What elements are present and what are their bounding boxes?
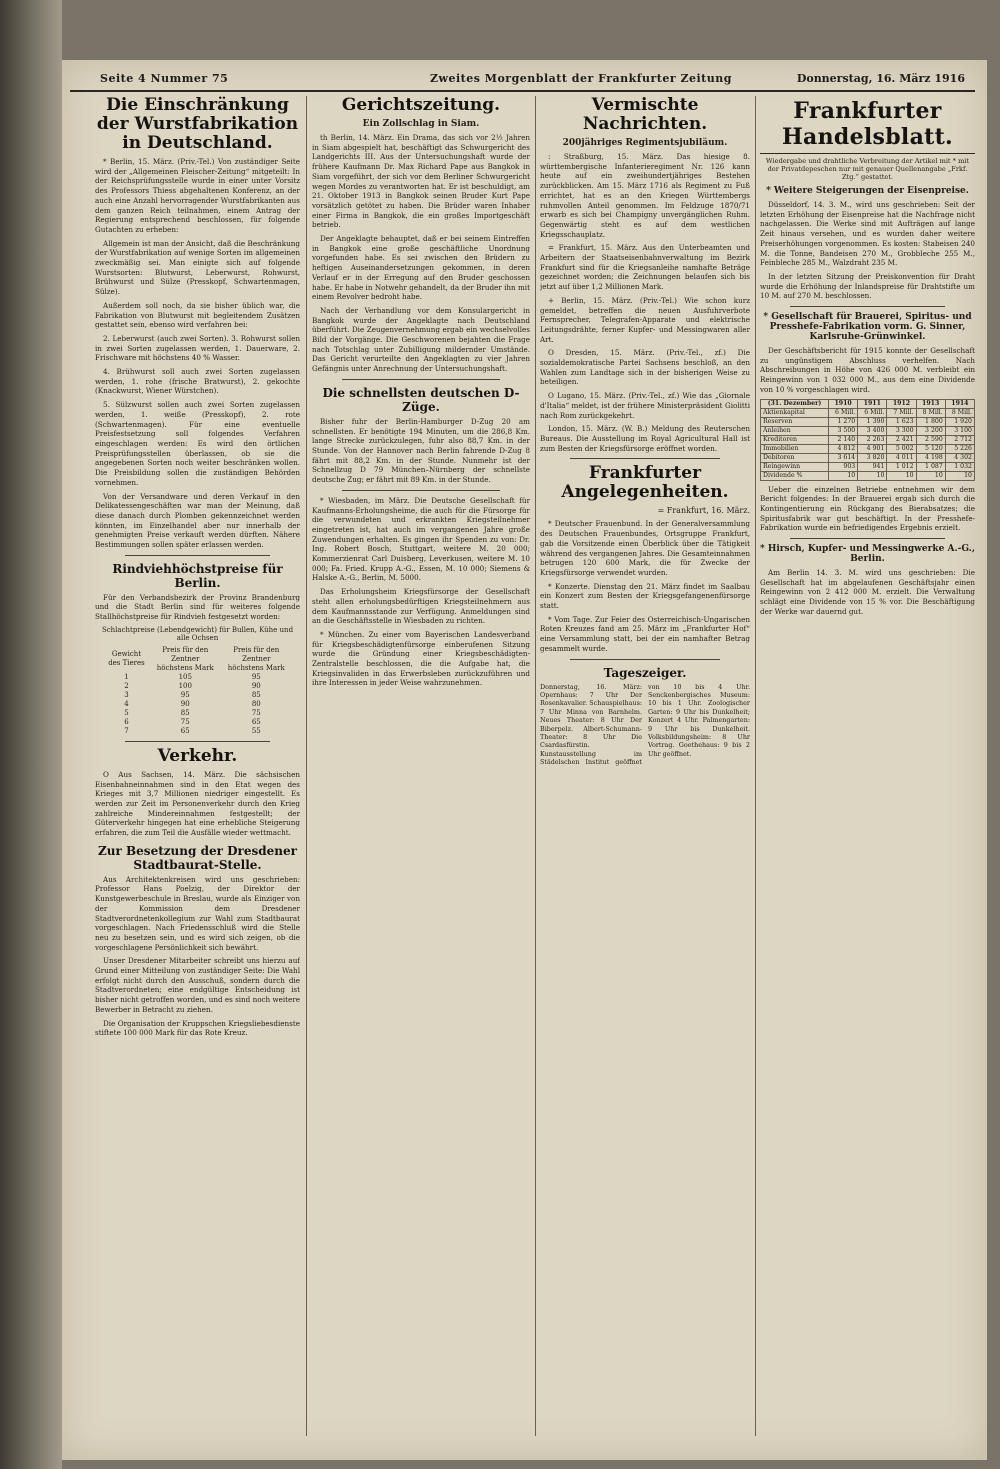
table-cell: 3 100 [945, 426, 974, 435]
section-masthead: Frankfurter Handelsblatt. [760, 98, 975, 154]
table-cell: 65 [251, 717, 261, 726]
article-paragraph: Nach der Verhandlung vor dem Konsulargericht in Bangkok wurde der Angeklagte nach Deutschland überführt. Die Zeugenvernehmung ergab ein wechselvolles Bild der Vorgänge. Die Geschworenen bejahten die Frage nach Totschlag unter Zubilligung mildernder Umstände. Das Gericht verurteilte den Angeklagten zu vier Jahren Gefängnis unter Anrechnung der Untersuchungshaft. [312, 305, 530, 374]
table-cell: 2 712 [945, 435, 974, 444]
table-row [761, 426, 975, 435]
section-headline: Verkehr. [157, 745, 238, 766]
column-3 [540, 96, 750, 1446]
table-header: (31. Dezember) [761, 399, 829, 408]
article-headline: * Gesellschaft für Brauerei, Spiritus- und Presshefe-Fabrikation vorm. G. Sinner, Karlsruhe-Grünwinkel. [763, 312, 972, 343]
divider [570, 458, 720, 459]
section-headline: Gerichtszeitung. [341, 96, 501, 115]
table-header: 1914 [945, 399, 974, 408]
dateline: = Frankfurt, 16. März. [657, 506, 750, 516]
price-table [103, 646, 292, 736]
table-cell: 1 [124, 672, 129, 681]
table-header: 1910 [829, 399, 858, 408]
article-paragraph: Unser Dresdener Mitarbeiter schreibt uns hierzu auf Grund einer Mitteilung von zuständiger Seite: Die Wahl erfolgt nicht durch den Ausschuß, sondern durch die Stadtverordneten; eine endgültige Entscheidung ist bisher nicht getroffen worden, und es sind noch weitere Bewerber in Betracht zu ziehen. [95, 956, 300, 1014]
table-cell: 3 500 [829, 426, 858, 435]
article-paragraph: Allgemein ist man der Ansicht, daß die Beschränkung der Wurstfabrikation auf wenige Sorten im allgemeinen zweckmäßig sei. Man einigte sich auf folgende Wurstsorten: Blutwurst, Leberwurst, Rohwurst, Brühwurst und Sülze (Presskopf, Schwartenmagen, Sülze). [95, 238, 300, 297]
section-headline: Vermischte Nachrichten. [582, 96, 708, 134]
article-paragraph: 2. Leberwurst (auch zwei Sorten). 3. Rohwurst sollen in zwei Sorten zugelassen werden, 1. Dauerware, 2. Frischware mit höchstens 40 % Wasser. [95, 333, 300, 363]
table-row [761, 453, 975, 462]
article-headline: Tageszeiger. [603, 665, 687, 680]
divider [790, 538, 945, 539]
table-cell: 1 087 [916, 462, 945, 471]
table-cell: 5 226 [945, 444, 974, 453]
article-paragraph: * Vom Tage. Zur Feier des Osterreichisch-Ungarischen Roten Kreuzes fand am 25. März im „Frankfurter Hof“ eine Versammlung statt, bei der ein namhafter Betrag gesammelt wurde. [540, 614, 750, 653]
table-cell: 6 Mill. [829, 408, 858, 417]
table-cell: 1 800 [916, 417, 945, 426]
divider [790, 306, 945, 307]
divider [125, 555, 270, 556]
reprint-notice: Wiedergabe und drahtliche Verbreitung der Artikel mit * mit der Privatdepeschen nur mit genauer Quellenangabe „Frkf. Ztg.“ gestattet. [765, 157, 970, 181]
table-cell: Debitoren [761, 453, 829, 462]
table-cell: 65 [180, 726, 190, 735]
table-header: Preis für den Zentner höchstens Mark [156, 645, 214, 672]
table-cell: Immobilien [761, 444, 829, 453]
article-paragraph: Das Erholungsheim Kriegsfürsorge der Gesellschaft steht allen erholungsbedürftigen Kriegsteilnehmern aus dem Kaufmannsstande zur Verfügung. Anmeldungen sind an die Geschäftsstelle in Wiesbaden zu richten. [312, 587, 530, 626]
table-cell: 5 [124, 708, 129, 717]
table-header: 1912 [887, 399, 916, 408]
issue-date: Donnerstag, 16. März 1916 [796, 72, 965, 85]
table-row [103, 709, 292, 718]
article-paragraph: * Deutscher Frauenbund. In der Generalversammlung des Deutschen Frauenbundes, Ortsgruppe Frankfurt, gab die Vorsitzende einen Überblick über die Tätigkeit während des vergangenen Jahres. Die Gesamteinnahmen betrugen 120 600 Mark, die für Zwecke der Kriegsfürsorge verwendet wurden. [540, 519, 750, 577]
table-cell: 3 400 [858, 426, 887, 435]
table-cell: 903 [829, 462, 858, 471]
table-cell: 95 [180, 690, 190, 699]
divider [125, 741, 270, 742]
table-caption: Schlachtpreise (Lebendgewicht) für Bullen, Kühe und alle Ochsen [101, 625, 294, 642]
table-cell: 4 901 [858, 444, 887, 453]
article-headline: * Hirsch, Kupfer- und Messingwerke A.-G., Berlin. [760, 544, 975, 565]
table-cell: 7 Mill. [887, 408, 916, 417]
article-subheadline: 200jähriges Regimentsjubiläum. [562, 138, 728, 148]
article-paragraph: Der Geschäftsbericht für 1915 konnte der Gesellschaft zu ungünstigem Abschluss verhelfen. Nach Abschreibungen in Höhe von 426 000 M. verbleibt ein Reingewinn von 1 032 000 M., aus dem eine Dividende von 10 % vorgeschlagen wird. [760, 346, 975, 394]
table-cell: Reingewinn [761, 462, 829, 471]
divider [342, 379, 500, 380]
table-cell: 6 [124, 717, 129, 726]
table-cell: 2 [124, 681, 129, 690]
table-cell: 2 421 [887, 435, 916, 444]
section-headline: Frankfurter Angelegenheiten. [561, 463, 729, 503]
table-cell: 100 [178, 681, 192, 690]
table-cell: 2 263 [858, 435, 887, 444]
table-cell: 1 623 [887, 417, 916, 426]
table-row [761, 471, 975, 480]
article-subheadline: Ein Zollschlag in Siam. [362, 119, 480, 129]
article-paragraph: O Aus Sachsen, 14. März. Die sächsischen Eisenbahneinnahmen sind in den Etat wegen des Krieges mit 3,7 Millionen niedriger eingestellt. Es werden zur Zeit im Personenverkehr durch den Krieg zahlreiche Mindereinnahmen festgestellt; der Güterverkehr hingegen hat eine erhebliche Steigerung erfahren, die zum Teil die Ausfälle wieder wettmacht. [95, 769, 300, 838]
table-header: 1911 [858, 399, 887, 408]
table-header-row [761, 399, 975, 408]
column-rule [755, 96, 756, 1436]
table-cell: 10 [945, 471, 974, 480]
table-cell: 2 590 [916, 435, 945, 444]
table-cell: 10 [858, 471, 887, 480]
table-row [761, 417, 975, 426]
table-cell: 8 Mill. [945, 408, 974, 417]
article-paragraph: = Frankfurt, 15. März. Aus den Unterbeamten und Arbeitern der Staatseisenbahnverwaltung im Bezirk Frankfurt sind für die Kriegsanleihe namhafte Beträge gezeichnet worden; die Zeichnungen belaufen sich bis jetzt auf über 1,2 Millionen Mark. [540, 243, 750, 292]
table-cell: Dividende % [761, 471, 829, 480]
article-paragraph: O Lugano, 15. März. (Priv.-Tel., zf.) Wie das „Giornale d'Italia“ meldet, ist der frühere Ministerpräsident Giolitti nach Rom zurückgekehrt. [540, 391, 750, 420]
table-cell: 3 [124, 690, 129, 699]
table-row [761, 444, 975, 453]
masthead [70, 68, 975, 92]
article-paragraph: London, 15. März. (W. B.) Meldung des Reuterschen Bureaus. Die Ausstellung im Royal Agricultural Hall ist zum Besten der Kriegsfürsorge eröffnet worden. [540, 424, 750, 453]
newspaper-title: Zweites Morgenblatt der Frankfurter Zeitung [430, 72, 732, 85]
article-headline: * Weitere Steigerungen der Eisenpreise. [766, 186, 969, 196]
column-rule [535, 96, 536, 1436]
article-headline: Die Einschränkung der Wurstfabrikation in Deutschland. [96, 96, 299, 153]
table-cell: 3 820 [858, 453, 887, 462]
table-cell: 75 [251, 708, 261, 717]
table-cell: 4 302 [945, 453, 974, 462]
table-cell: 4 812 [829, 444, 858, 453]
table-cell: 4 [124, 699, 129, 708]
table-cell: 7 [124, 726, 129, 735]
event-listings: Donnerstag, 16. März: Opernhaus: 7 Uhr Der Rosenkavalier. Schauspielhaus: 7 Uhr Minna von Barnhelm. Neues Theater: 8 Uhr Der Biberpelz. Albert-Schumann-Theater: 8 Uhr Die Csardasfürstin. Kunstausstellung im Städelschen Institut geöffnet von 10 bis 4 Uhr. Senckenbergisches Museum: 10 bis 1 Uhr. Zoologischer Garten: 9 Uhr bis Dunkelheit; Konzert 4 Uhr. Palmengarten: 9 Uhr bis Dunkelheit. Volksbildungsheim: 8 Uhr Vortrag. Goethehaus: 9 bis 2 Uhr geöffnet. [540, 682, 750, 767]
table-row [103, 673, 292, 682]
article-paragraph: 4. Brühwurst soll auch zwei Sorten zugelassen werden, 1. rohe (frische Bratwurst), 2. gekochte (Knackwurst, Wiener Würstchen). [95, 367, 300, 396]
column-rule [306, 96, 307, 1436]
book-binding-spine [0, 0, 62, 1469]
article-paragraph: * Berlin, 15. März. (Priv.-Tel.) Von zuständiger Seite wird der „Allgemeinen Fleischer-Zeitung“ mitgeteilt: In der Reichsprüfungsstelle wurde in einer unter Vorsitz des Professors Thiess abgehaltenen Konferenz, an der auch eine Anzahl hervorragender Wurstfabrikanten aus dem ganzen Reich teilnahmen, einem Antrag der Regierung entsprechend beschlossen, für folgende Gutachten zu erheben: [95, 157, 300, 234]
table-cell: 5 002 [887, 444, 916, 453]
balance-table [760, 399, 975, 481]
table-cell: 90 [180, 699, 190, 708]
article-headline: Die schnellsten deutschen D-Züge. [322, 385, 520, 414]
article-paragraph: Aus Architektenkreisen wird uns geschrieben: Professor Hans Poelzig, der Direktor der Kunstgewerbeschule in Breslau, wurde als Einziger von der Kommission dem Dresdener Stadtverordnetenkollegium zur Wahl zum Stadtbaurat vorgeschlagen. Nach Friedensschluß wird die Stelle neu zu besetzen sein, und es wird sich zeigen, ob die vorgeschlagene Persönlichkeit sich bewährt. [95, 874, 300, 952]
divider [342, 490, 500, 491]
table-cell: 80 [251, 699, 261, 708]
table-cell: 2 140 [829, 435, 858, 444]
table-cell: Kreditoren [761, 435, 829, 444]
column-4 [760, 96, 975, 1446]
divider [570, 659, 720, 660]
table-cell: 85 [180, 708, 190, 717]
table-header: Gewicht des Tieres [108, 650, 145, 668]
table-cell: 75 [180, 717, 190, 726]
table-cell: 95 [251, 672, 261, 681]
article-paragraph: 5. Sülzwurst sollen auch zwei Sorten zugelassen werden, 1. weiße (Presskopf), 2. rote (Schwartenmagen). Für eine eventuelle Preisfestsetzung soll folgendes Verfahren eingeschlagen werden: Es wird den örtlichen Preisprüfungsstellen überlassen, ob sie die angegebenen Sorten noch weiter beschränken wollen. Die Preisbildung sollen die zuständigen Behörden vornehmen. [95, 400, 300, 487]
article-headline: Rindviehhöchstpreise für Berlin. [112, 561, 283, 590]
table-cell: 10 [829, 471, 858, 480]
table-cell: 90 [251, 681, 261, 690]
table-cell: 1 920 [945, 417, 974, 426]
article-paragraph: Bisher fuhr der Berlin-Hamburger D-Zug 20 am schnellsten. Er benötigte 194 Minuten, um die 286,8 Km. lange Strecke zurückzulegen, fuhr also 88,7 Km. in der Stunde. Von der Hannover nach Berlin fahrende D-Zug 8 fährt mit 88,2 Km. in der Stunde. Nunmehr ist der Schnellzug D 79 München–Nürnberg der schnellste deutsche Zug; er fährt mit 89 Km. in der Stunde. [312, 416, 530, 485]
table-cell: 1 012 [887, 462, 916, 471]
article-paragraph: Am Berlin 14. 3. M. wird uns geschrieben: Die Gesellschaft hat im abgelaufenen Geschäftsjahr einen Reingewinn von 2 412 000 M. erzielt. Die Verwaltung schlägt eine Dividende von 15 % vor. Die Beschäftigung der Werke war dauernd gut. [760, 568, 975, 616]
table-cell: 4 198 [916, 453, 945, 462]
column-2 [312, 96, 530, 1446]
table-cell: 105 [178, 672, 192, 681]
table-cell: 10 [887, 471, 916, 480]
table-cell: 10 [916, 471, 945, 480]
article-paragraph: Düsseldorf, 14. 3. M., wird uns geschrieben: Seit der letzten Erhöhung der Eisenpreise hat die Nachfrage nicht nachgelassen. Die Werke sind mit Aufträgen auf lange Zeit hinaus versehen, und es wurden daher weitere Preiserhöhungen vorgenommen. Es kosten: Stabeisen 240 M. die Tonne, Bandeisen 270 M., Grobbleche 255 M., Feinbleche 285 M., Walzdraht 235 M. [760, 200, 975, 268]
article-paragraph: Der Angeklagte behauptet, daß er bei seinem Eintreffen in Bangkok eine große geschäftliche Unordnung vorgefunden habe. Es sei zwischen den Brüdern zu heftigen Auseinandersetzungen gekommen, in deren Verlauf er in der Erregung auf den Bruder geschossen habe. Er habe in Notwehr gehandelt, da der Bruder ihn mit einem Revolver bedroht habe. [312, 234, 530, 302]
article-paragraph: : Straßburg, 15. März. Das hiesige 8. württembergische Infanterieregiment Nr. 126 kann heute auf ein zweihundertjähriges Bestehen zurückblicken. Am 15. März 1716 als Regiment zu Fuß errichtet, hat es an den Kriegen Württembergs ruhmvollen Anteil genommen. Im Feldzuge 1870/71 erwarb es sich bei Champigny unvergänglichen Ruhm. Gegenwärtig steht es auf dem westlichen Kriegsschauplatz. [540, 152, 750, 239]
table-cell: 1 390 [858, 417, 887, 426]
article-paragraph: * Konzerte. Dienstag den 21. März findet im Saalbau ein Konzert zum Besten der Kriegsgefangenenfürsorge statt. [540, 581, 750, 611]
table-row [103, 718, 292, 727]
table-cell: 941 [858, 462, 887, 471]
table-cell: Aktienkapital [761, 408, 829, 417]
table-cell: 1 032 [945, 462, 974, 471]
article-paragraph: * Wiesbaden, im März. Die Deutsche Gesellschaft für Kaufmanns-Erholungsheime, die auch für die Fürsorge für die verwundeten und erkrankten Kriegsteilnehmer eingetreten ist, hat auch im vergangenen Jahre große Zuwendungen erhalten. Es gingen ihr Spenden zu von: Dr. Ing. Robert Bosch, Stuttgart, weitere M. 20 000; Kommerzienrat Carl Duisberg, Leverkusen, weitere M. 10 000; Fa. Fried. Krupp A.-G., Essen, M. 10 000; Siemens & Halske A.-G., Berlin, M. 5000. [312, 495, 530, 583]
table-cell: Anleihen [761, 426, 829, 435]
table-row [761, 435, 975, 444]
article-paragraph: th Berlin, 14. März. Ein Drama, das sich vor 2½ Jahren in Siam abgespielt hat, beschäftigt das Schwurgericht des Landgerichts III. Aus der Untersuchungshaft wurde der frühere Kaufmann Dr. Max Richard Pape aus Bangkok in Siam vorgeführt, der sich vor dem Berliner Schwurgericht wegen Mordes zu verantworten hat. Er ist beschuldigt, am 21. Oktober 1913 in Bangkok seinen Bruder Kurt Pape vorsätzlich getötet zu haben. Die Brüder waren Inhaber einer Firma in Bangkok, die ein großes Importgeschäft betrieb. [312, 133, 530, 230]
table-row [761, 408, 975, 417]
article-paragraph: Außerdem soll noch, da sie bisher üblich war, die Fabrikation von Blutwurst mit begleitendem Zusätzen gestattet sein, ebenso wird verfahren bei: [95, 300, 300, 330]
article-paragraph: Ueber die einzelnen Betriebe entnehmen wir dem Bericht folgendes: In der Brauerei ergab sich durch die Kontingentierung ein Rückgang des Bierabsatzes; die Spiritusfabrik war gut beschäftigt. In der Presshefe-Fabrikation wurde ein befriedigendes Ergebnis erzielt. [760, 484, 975, 533]
article-headline: Zur Besetzung der Dresdener Stadtbaurat-Stelle. [98, 843, 297, 872]
table-row [103, 682, 292, 691]
table-header: 1913 [916, 399, 945, 408]
article-paragraph: Für den Verbandsbezirk der Provinz Brandenburg und die Stadt Berlin sind für weiteres folgende Stallhöchstpreise für Rindvieh festgesetzt worden: [95, 592, 300, 622]
table-cell: 1 270 [829, 417, 858, 426]
table-cell: 3 614 [829, 453, 858, 462]
table-cell: 85 [251, 690, 261, 699]
table-cell: Reserven [761, 417, 829, 426]
table-cell: 5 120 [916, 444, 945, 453]
article-paragraph: * München. Zu einer vom Bayerischen Landesverband für Kriegsbeschädigtenfürsorge einberufenen Sitzung wurde die Gründung einer Kriegsbeschädigten-Zentralstelle beschlossen, die die Aufgabe hat, die Kriegsinvaliden in das Erwerbsleben zurückzuführen und ihre Interessen in jeder Weise wahrzunehmen. [312, 629, 530, 688]
table-row [103, 691, 292, 700]
table-header: Preis für den Zentner höchstens Mark [227, 645, 285, 672]
table-cell: 4 011 [887, 453, 916, 462]
table-row [761, 462, 975, 471]
table-cell: 8 Mill. [916, 408, 945, 417]
article-paragraph: In der letzten Sitzung der Preiskonvention für Draht wurde die Erhöhung der Inlandspreise für Drahtstifte um 10 M. auf 270 M. beschlossen. [760, 271, 975, 301]
table-cell: 3 200 [916, 426, 945, 435]
column-1 [95, 96, 300, 1446]
page-number: Seite 4 Nummer 75 [100, 72, 229, 85]
article-paragraph: + Berlin, 15. März. (Priv.-Tel.) Wie schon kurz gemeldet, betreffen die neuen Ausfuhrverbote Fernsprecher, Telegrafen-Apparate und elektrische Leitungsdrähte, ferner Kupfer- und Messingwaren aller Art. [540, 295, 750, 344]
table-row [103, 727, 292, 736]
table-cell: 55 [251, 726, 261, 735]
table-row [103, 700, 292, 709]
article-paragraph: Die Organisation der Kruppschen Kriegsliebesdienste stiftete 100 000 Mark für das Rote Kreuz. [95, 1018, 300, 1038]
article-paragraph: O Dresden, 15. März. (Priv.-Tel., zf.) Die sozialdemokratische Partei Sachsens beschloß, an den Wahlen zum Landtage sich in der bisherigen Weise zu beteiligen. [540, 348, 750, 387]
table-cell: 6 Mill. [858, 408, 887, 417]
table-cell: 3 300 [887, 426, 916, 435]
article-paragraph: Von der Versandware und deren Verkauf in den Delikatessengeschäften war man der Meinung, daß diese danach durch Plomben gekennzeichnet werden könnten, im Einzelhandel aber nur innerhalb der genehmigten Preise verkauft werden dürften. Nähere Bestimmungen sollen später erlassen werden. [95, 491, 300, 550]
